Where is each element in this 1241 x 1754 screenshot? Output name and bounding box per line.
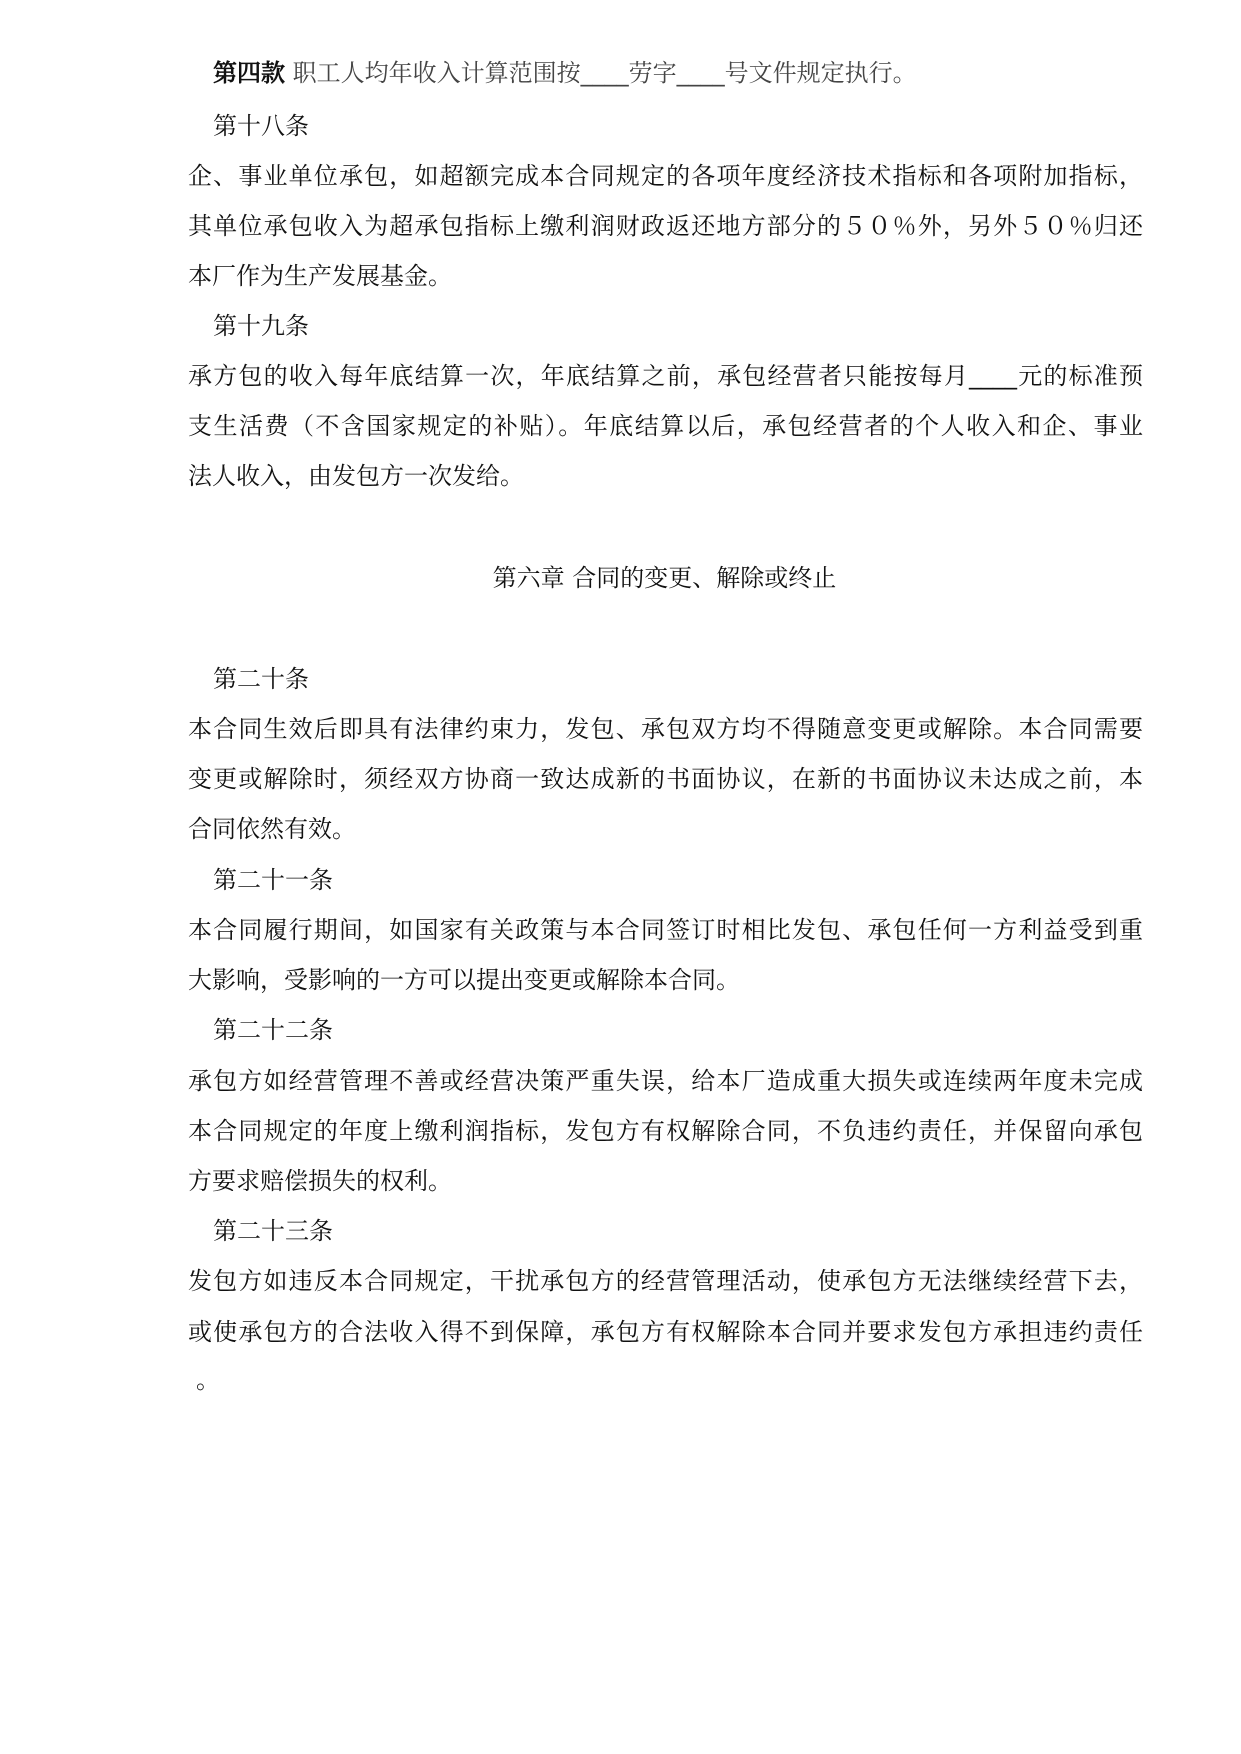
article-23-line: 发包方如违反本合同规定，干扰承包方的经营管理活动，使承包方无法继续经营下去， bbox=[188, 1267, 1143, 1295]
article-20-heading: 第二十条 bbox=[213, 665, 309, 693]
article-23-line: 或使承包方的合法收入得不到保障，承包方有权解除本合同并要求发包方承担违约责任 bbox=[188, 1318, 1143, 1346]
article-19-heading: 第十九条 bbox=[213, 312, 309, 340]
article-21-heading: 第二十一条 bbox=[213, 866, 333, 894]
article-23-heading: 第二十三条 bbox=[213, 1217, 333, 1245]
clause-4-text: 职工人均年收入计算范围按____劳字____号文件规定执行。 bbox=[292, 59, 917, 87]
article-20-line: 合同依然有效。 bbox=[188, 815, 356, 843]
article-20-line: 变更或解除时，须经双方协商一致达成新的书面协议，在新的书面协议未达成之前，本 bbox=[188, 765, 1143, 793]
article-22-line: 承包方如经营管理不善或经营决策严重失误，给本厂造成重大损失或连续两年度未完成 bbox=[188, 1067, 1143, 1095]
article-22-line: 本合同规定的年度上缴利润指标，发包方有权解除合同，不负违约责任，并保留向承包 bbox=[188, 1117, 1143, 1145]
article-21-line: 大影响，受影响的一方可以提出变更或解除本合同。 bbox=[188, 966, 740, 994]
article-23-line: 。 bbox=[196, 1366, 220, 1394]
article-18-heading: 第十八条 bbox=[213, 112, 309, 140]
article-18-line: 企、事业单位承包，如超额完成本合同规定的各项年度经济技术指标和各项附加指标， bbox=[188, 162, 1143, 190]
article-19-line: 支生活费（不含国家规定的补贴）。年底结算以后，承包经营者的个人收入和企、事业 bbox=[188, 412, 1143, 440]
article-20-line: 本合同生效后即具有法律约束力，发包、承包双方均不得随意变更或解除。本合同需要 bbox=[188, 715, 1143, 743]
article-22-heading: 第二十二条 bbox=[213, 1016, 333, 1044]
article-21-line: 本合同履行期间，如国家有关政策与本合同签订时相比发包、承包任何一方利益受到重 bbox=[188, 916, 1143, 944]
clause-4-label: 第四款 bbox=[213, 59, 285, 87]
chapter-6-title: 第六章 合同的变更、解除或终止 bbox=[492, 564, 837, 592]
clause-4-line bbox=[213, 58, 917, 88]
article-19-line: 承方包的收入每年底结算一次，年底结算之前，承包经营者只能按每月____元的标准预 bbox=[188, 362, 1143, 390]
article-19-line: 法人收入，由发包方一次发给。 bbox=[188, 462, 524, 490]
article-22-line: 方要求赔偿损失的权利。 bbox=[188, 1167, 452, 1195]
article-18-line: 其单位承包收入为超承包指标上缴利润财政返还地方部分的５０％外，另外５０％归还 bbox=[188, 212, 1143, 240]
article-18-line: 本厂作为生产发展基金。 bbox=[188, 262, 452, 290]
